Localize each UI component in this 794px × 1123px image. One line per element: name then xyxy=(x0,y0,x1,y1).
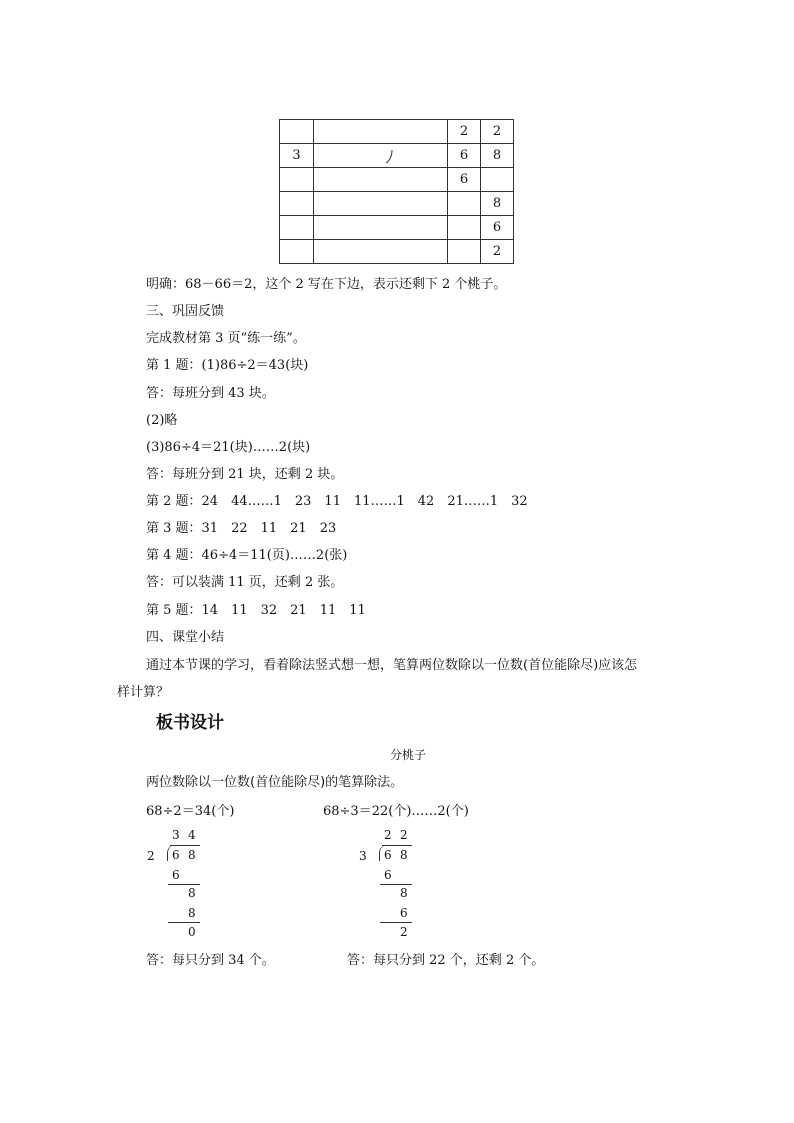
problem-1-part-3: (3)86÷4＝21(块)……2(块) xyxy=(146,440,311,455)
left-equation: 68÷2＝34(个) xyxy=(146,804,235,819)
step-digit: 8 xyxy=(188,906,196,920)
table-cell xyxy=(448,216,481,240)
table-row xyxy=(280,216,514,240)
step-digit: 8 xyxy=(400,886,408,900)
left-answer: 答：每只分到 34 个。 xyxy=(146,953,275,968)
table-cell xyxy=(448,192,481,216)
board-title: 分桃子 xyxy=(390,748,427,762)
dividend-digit: 8 xyxy=(400,848,408,862)
table-row xyxy=(280,240,514,264)
problem-4: 第 4 题：46÷4＝11(页)……2(张) xyxy=(146,548,348,563)
quotient-digit: 4 xyxy=(188,828,196,842)
step-digit: 0 xyxy=(188,925,196,939)
table-cell xyxy=(314,120,448,144)
quotient-digit: 2 xyxy=(384,828,392,842)
dividend-digit: 6 xyxy=(384,848,392,862)
answer-1: 答：每班分到 43 块。 xyxy=(146,386,275,401)
step-digit: 6 xyxy=(172,868,180,882)
table-cell: 2 xyxy=(481,240,514,264)
right-answer: 答：每只分到 22 个，还剩 2 个。 xyxy=(347,953,545,968)
step-digit: 2 xyxy=(400,925,408,939)
answer-1-part-3: 答：每班分到 21 块，还剩 2 块。 xyxy=(146,467,344,482)
summary-text-continued: 样计算？ xyxy=(117,685,170,700)
table-row xyxy=(280,168,514,192)
table-cell: 2 xyxy=(448,120,481,144)
right-equation: 68÷3＝22(个)……2(个) xyxy=(323,804,469,819)
exercise-instruction: 完成教材第 3 页“练一练”。 xyxy=(146,331,306,346)
table-row xyxy=(280,192,514,216)
table-cell xyxy=(314,216,448,240)
problem-1: 第 1 题：(1)86÷2＝43(块) xyxy=(146,358,309,373)
table-row xyxy=(280,120,514,144)
problem-2: 第 2 题：24 44……1 23 11 11……1 42 21……1 32 xyxy=(146,494,528,509)
table-cell: 3 xyxy=(280,144,314,168)
table-cell: 8 xyxy=(481,192,514,216)
board-subtitle: 两位数除以一位数(首位能除尽)的笔算除法。 xyxy=(146,775,404,790)
division-bracket-cell xyxy=(314,144,448,168)
problem-1-part-2: (2)略 xyxy=(146,413,178,428)
step-digit: 8 xyxy=(188,886,196,900)
table-cell: 8 xyxy=(481,144,514,168)
table-cell xyxy=(280,216,314,240)
step-rule xyxy=(380,884,412,885)
divisor: 3 xyxy=(359,849,367,863)
step-digit: 6 xyxy=(384,868,392,882)
table-cell xyxy=(448,240,481,264)
table-cell xyxy=(314,168,448,192)
table-cell xyxy=(280,240,314,264)
step-digit: 6 xyxy=(400,906,408,920)
divisor: 2 xyxy=(147,849,155,863)
step-rule xyxy=(168,884,200,885)
table-cell xyxy=(314,240,448,264)
quotient-digit: 2 xyxy=(400,828,408,842)
answer-4: 答：可以装满 11 页，还剩 2 张。 xyxy=(146,575,344,590)
table-cell xyxy=(280,120,314,144)
dividend-digit: 8 xyxy=(188,848,196,862)
right-long-division xyxy=(358,828,428,943)
section-heading-summary: 四、课堂小结 xyxy=(146,630,225,645)
section-heading-feedback: 三、巩固反馈 xyxy=(146,304,225,319)
table-cell xyxy=(314,192,448,216)
table-cell: 6 xyxy=(448,144,481,168)
quotient-digit: 3 xyxy=(172,828,180,842)
clarify-line: 明确：68－66＝2，这个 2 写在下边，表示还剩下 2 个桃子。 xyxy=(146,277,507,292)
left-long-division xyxy=(146,828,216,943)
table-cell xyxy=(280,168,314,192)
table-row xyxy=(280,144,514,168)
step-rule xyxy=(380,922,412,923)
step-rule xyxy=(168,922,200,923)
division-bracket-icon xyxy=(314,144,447,167)
table-cell xyxy=(481,168,514,192)
table-cell: 6 xyxy=(448,168,481,192)
table-cell: 2 xyxy=(481,120,514,144)
dividend-digit: 6 xyxy=(172,848,180,862)
table-cell xyxy=(280,192,314,216)
table-cell: 6 xyxy=(481,216,514,240)
summary-text: 通过本节课的学习，看着除法竖式想一想，笔算两位数除以一位数(首位能除尽)应该怎 xyxy=(146,658,638,673)
problem-5: 第 5 题：14 11 32 21 11 11 xyxy=(146,603,366,618)
division-table xyxy=(279,119,514,264)
board-design-heading: 板书设计 xyxy=(156,713,224,733)
problem-3: 第 3 题：31 22 11 21 23 xyxy=(146,521,337,536)
